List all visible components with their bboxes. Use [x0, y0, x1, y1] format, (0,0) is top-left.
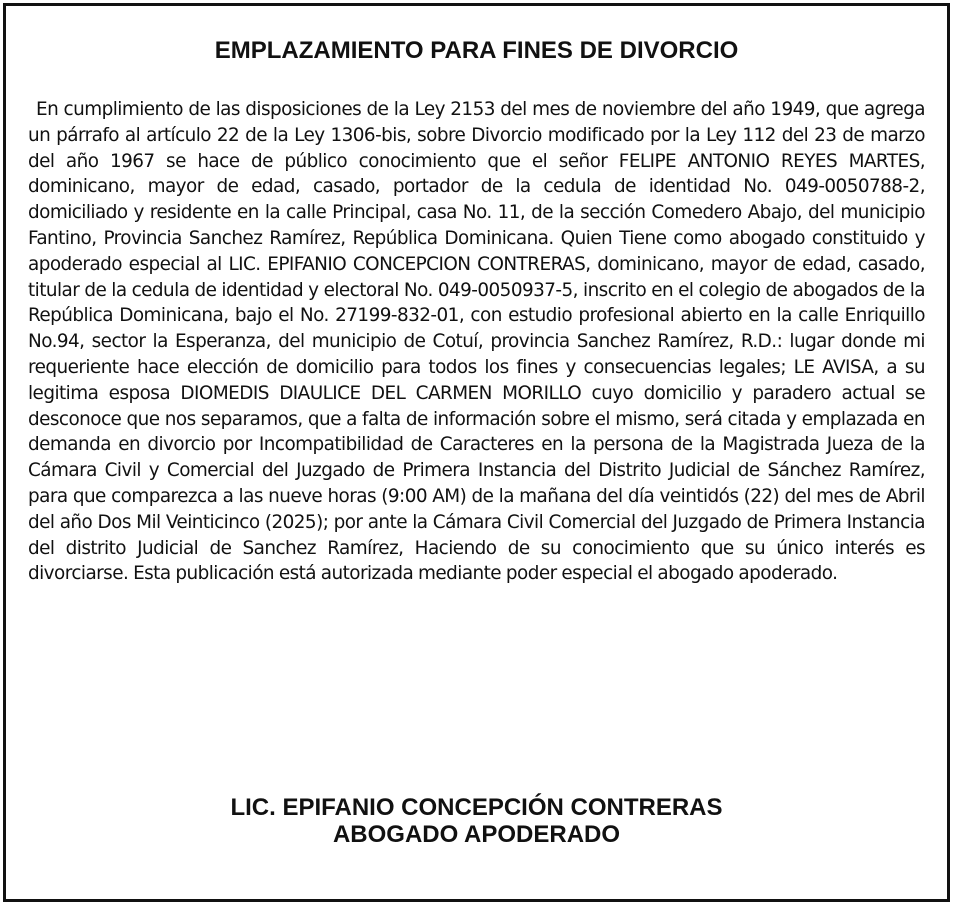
- notice-title: EMPLAZAMIENTO PARA FINES DE DIVORCIO: [214, 37, 739, 64]
- signature-block: [6, 794, 947, 848]
- legal-notice: [3, 3, 950, 902]
- signature-role: ABOGADO APODERADO: [332, 821, 621, 848]
- notice-body: En cumplimiento de las disposiciones de la Ley 2153 del mes de noviembre del año 1949, que agrega un párrafo al artículo 22 de la Ley 1306-bis, sobre Divorcio modificado por la Ley 112 del 23 de marzo del año 1967 se hace de público conocimiento que el señor FELIPE ANTONIO REYES MARTES, dominicano, mayor de edad, casado, portador de la cedula de identidad No. 049-0050788-2, domiciliado y residente en la calle Principal, casa No. 11, de la sección Comedero Abajo, del municipio Fantino, Provincia Sanchez Ramírez, República Dominicana. Quien Tiene como abogado constituido y apoderado especial al LIC. EPIFANIO CONCEPCION CONTRERAS, dominicano, mayor de edad, casado, titular de la cedula de identidad y electoral No. 049-0050937-5, inscrito en el colegio de abogados de la República Dominicana, bajo el No. 27199-832-01, con estudio profesional abierto en la calle Enriquillo No.94, sector la Esperanza, del municipio de Cotuí, provincia Sanchez Ramírez, R.D.: lugar donde mi requeriente hace elección de domicilio para todos los fines y consecuencias legales; LE AVISA, a su legitima esposa DIOMEDIS DIAULICE DEL CARMEN MORILLO cuyo domicilio y paradero actual se desconoce que nos separamos, que a falta de información sobre el mismo, será citada y emplazada en demanda en divorcio por Incompatibilidad de Caracteres en la persona de la Magistrada Jueza de la Cámara Civil y Comercial del Juzgado de Primera Instancia del Distrito Judicial de Sánchez Ramírez, para que comparezca a las nueve horas (9:00 AM) de la mañana del día veintidós (22) del mes de Abril del año Dos Mil Veinticinco (2025); por ante la Cámara Civil Comercial del Juzgado de Primera Instancia del distrito Judicial de Sanchez Ramírez, Haciendo de su conocimiento que su único interés es divorciarse. Esta publicación está autorizada mediante poder especial el abogado apoderado.: [28, 99, 925, 585]
- signature-name: LIC. EPIFANIO CONCEPCIÓN CONTRERAS: [230, 794, 723, 821]
